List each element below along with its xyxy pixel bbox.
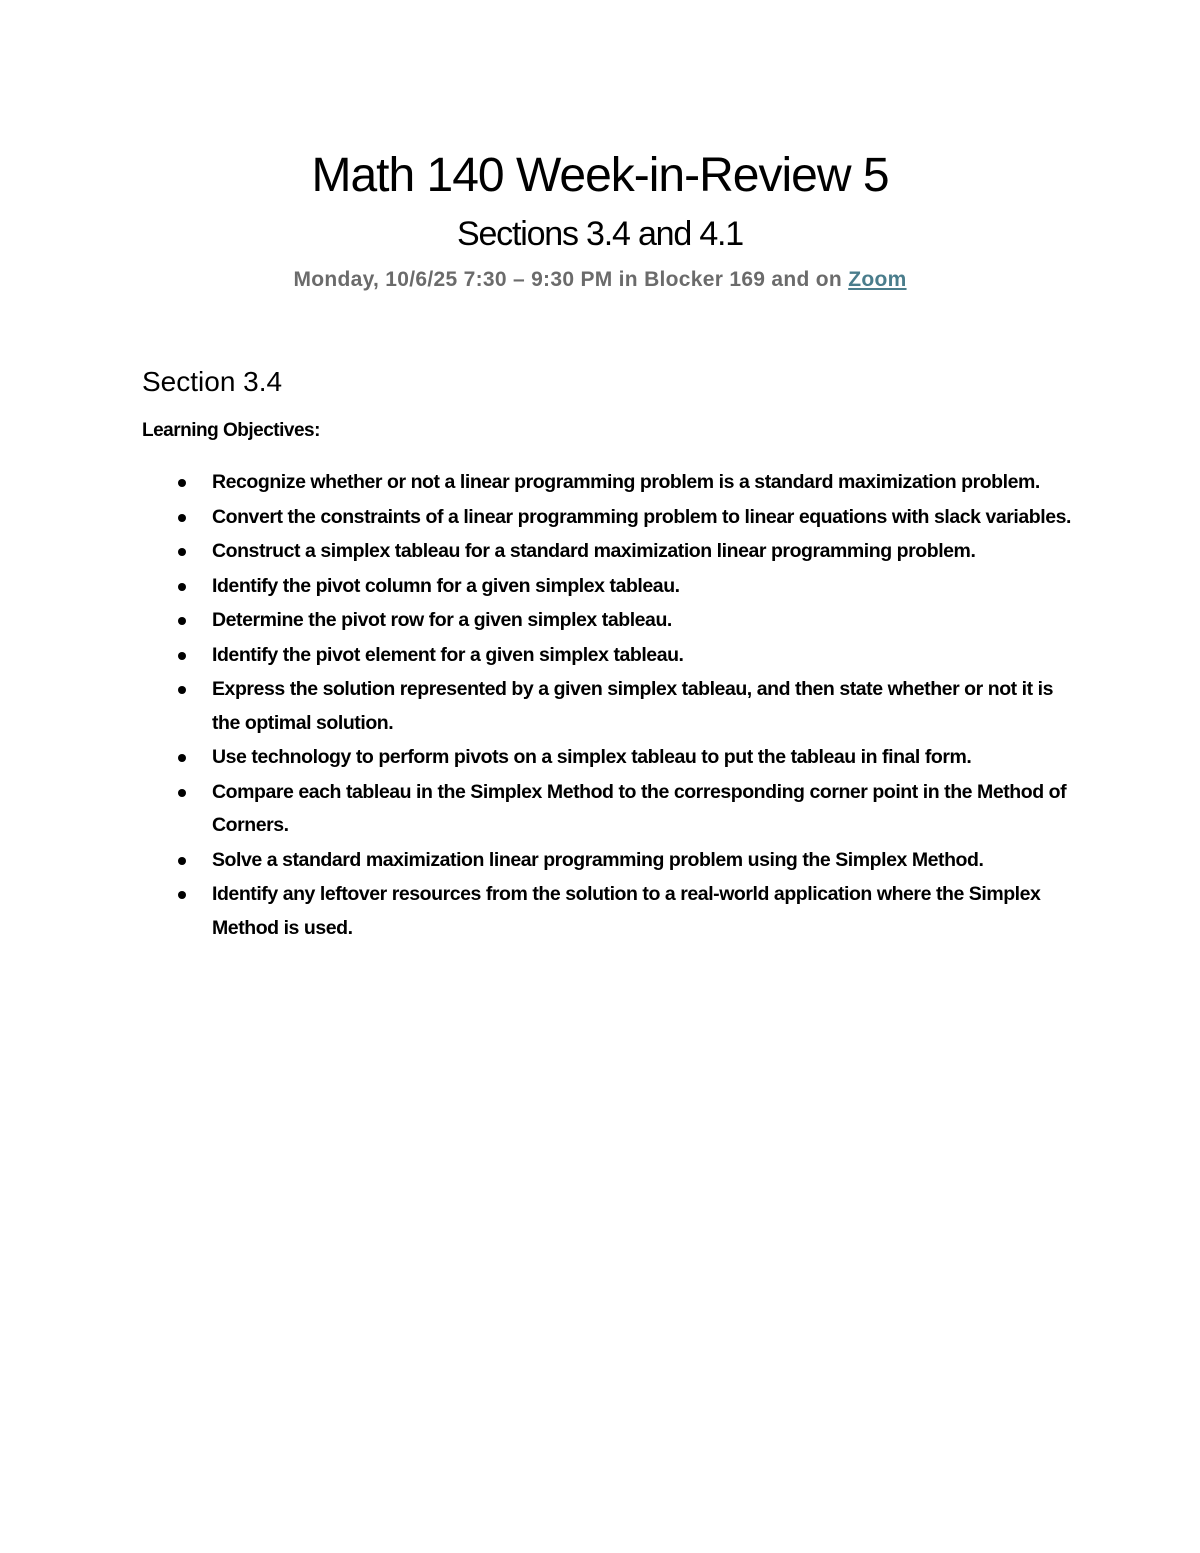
objective-item	[142, 878, 1072, 945]
objective-item	[142, 844, 1072, 878]
bullet-icon	[178, 652, 186, 660]
bullet-icon	[178, 583, 186, 591]
objective-text: Identify any leftover resources from the solution to a real-world application where the Simplex Method is used.	[212, 883, 1041, 939]
objective-item	[142, 673, 1072, 740]
objective-item	[142, 741, 1072, 775]
zoom-link[interactable]: Zoom	[848, 268, 907, 291]
objective-item	[142, 639, 1072, 673]
objective-item	[142, 570, 1072, 604]
objective-item	[142, 604, 1072, 638]
document-title: Math 140 Week-in-Review 5	[311, 149, 889, 202]
objective-text: Recognize whether or not a linear programming problem is a standard maximization problem.	[212, 471, 1040, 493]
session-details: Monday, 10/6/25 7:30 – 9:30 PM in Blocker 169 and on	[293, 268, 849, 291]
objective-text: Solve a standard maximization linear programming problem using the Simplex Method.	[212, 848, 984, 871]
bullet-icon	[178, 548, 186, 556]
objectives-list	[142, 466, 1072, 946]
bullet-icon	[178, 686, 186, 694]
objective-text: Determine the pivot row for a given simplex tableau.	[212, 609, 672, 631]
objectives-label: Learning Objectives:	[142, 420, 320, 441]
bullet-icon	[178, 479, 186, 487]
objective-text: Express the solution represented by a given simplex tableau, and then state whether or not it is the optimal solution.	[212, 678, 1054, 734]
objective-text: Compare each tableau in the Simplex Method to the corresponding corner point in the Method of Corners.	[212, 780, 1067, 836]
objective-text: Construct a simplex tableau for a standard maximization linear programming problem.	[212, 540, 976, 562]
bullet-icon	[178, 857, 186, 865]
bullet-icon	[178, 617, 186, 625]
objective-text: Identify the pivot column for a given simplex tableau.	[212, 574, 680, 597]
bullet-icon	[178, 514, 186, 522]
objective-text: Convert the constraints of a linear programming problem to linear equations with slack variables.	[212, 505, 1071, 528]
session-info	[0, 266, 1200, 294]
objective-text: Use technology to perform pivots on a simplex tableau to put the tableau in final form.	[212, 746, 972, 768]
section-heading: Section 3.4	[142, 366, 283, 397]
objective-item	[142, 501, 1072, 535]
bullet-icon	[178, 891, 186, 899]
bullet-icon	[178, 754, 186, 762]
document-subtitle: Sections 3.4 and 4.1	[456, 215, 743, 253]
bullet-icon	[178, 789, 186, 797]
objective-item	[142, 535, 1072, 569]
objective-item	[142, 466, 1072, 500]
objective-text: Identify the pivot element for a given simplex tableau.	[212, 643, 684, 666]
objective-item	[142, 776, 1072, 843]
